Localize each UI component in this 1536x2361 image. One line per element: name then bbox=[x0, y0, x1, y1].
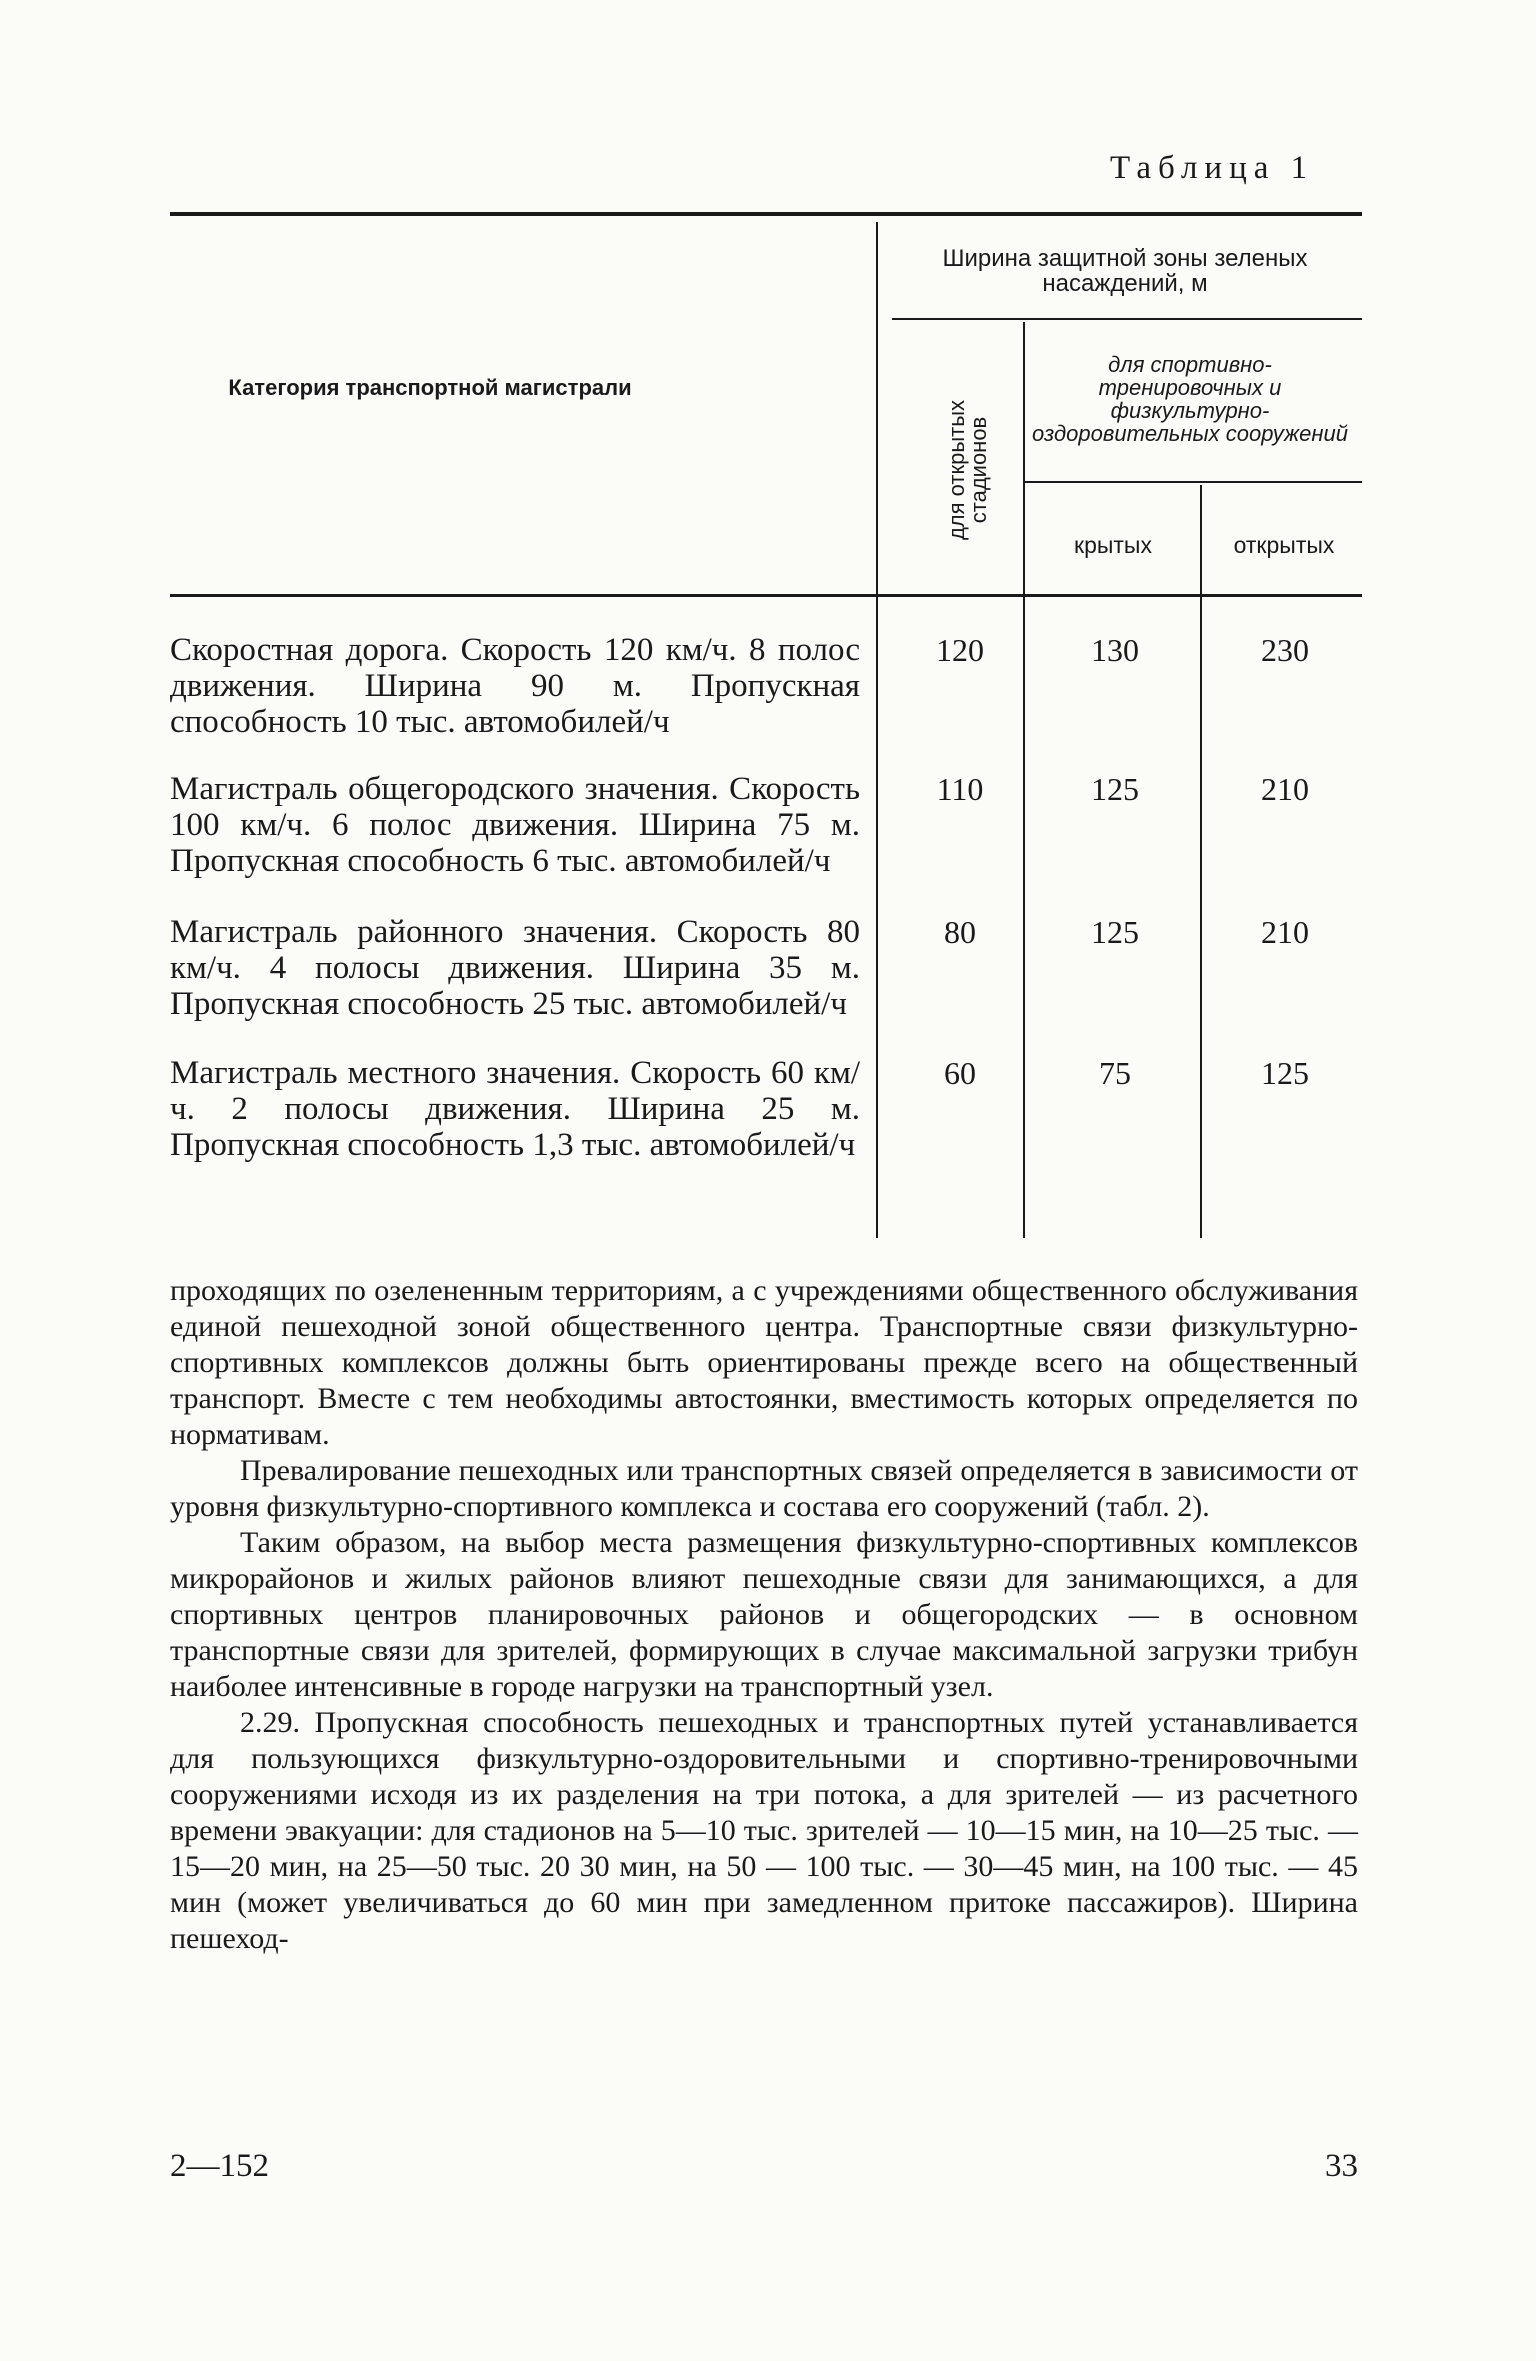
table-row-4-open: 125 bbox=[1261, 1055, 1309, 1091]
table-row-1-open-stadiums: 120 bbox=[936, 632, 984, 668]
table-row-2-covered: 125 bbox=[1091, 771, 1139, 807]
table-row-4-category: Магистраль местного значения. Скорость 60 км/ч. 2 полосы движения. Ширина 25 м. Пропускная способность 1,3 тыс. автомобилей/ч bbox=[170, 1055, 860, 1163]
header-bottom-rule bbox=[170, 594, 1362, 597]
header-category: Категория транспортной магистрали bbox=[228, 375, 632, 400]
table-title: Таблица 1 bbox=[1110, 150, 1315, 186]
column-line-3 bbox=[1200, 485, 1202, 1238]
table-row-2-category: Магистраль общегородского значения. Скорость 100 км/ч. 6 полос движения. Ширина 75 м. Пропускная способность 6 тыс. автомобилей/ч bbox=[170, 771, 860, 879]
paragraph-1: проходящих по озелененным территориям, а с учреждениями общественного обслуживания единой пешеходной зоной общественного центра. Транспортные связи физкультурно-спортивных комплексов должны быть ориентированы прежде всего на общественный транспорт. Вместе с тем необходимы автостоянки, вместимость которых определяется по нормативам. bbox=[170, 1274, 1358, 1451]
header-open-stadiums: для открытых стадионов bbox=[944, 399, 991, 541]
header-divider-sport bbox=[1025, 481, 1362, 483]
table-row-1-category: Скоростная дорога. Скорость 120 км/ч. 8 полос движения. Ширина 90 м. Пропускная способность 10 тыс. автомобилей/ч bbox=[170, 632, 860, 740]
header-covered: крытых bbox=[1074, 532, 1152, 558]
table-row-3-open: 210 bbox=[1261, 914, 1309, 950]
table-row-2-open: 210 bbox=[1261, 771, 1309, 807]
paragraph-4: 2.29. Пропускная способность пешеходных и транспортных путей устанавливается для пользующихся физкультурно-оздоровительными и спортивно-тренировочными сооружениями исходя из их разделения на три потока, а для зрителей — из расчетного времени эвакуации: для стадионов на 5—10 тыс. зрителей — 10—15 мин, на 10—25 тыс. — 15—20 мин, на 25—50 тыс. 20 30 мин, на 50 — 100 тыс. — 30—45 мин, на 100 тыс. — 45 мин (может увеличиваться до 60 мин при замедленном притоке пассажиров). Ширина пешеход- bbox=[170, 1706, 1358, 1955]
header-width-zone: Ширина защитной зоны зеленых насаждений, м bbox=[942, 245, 1308, 298]
table-row-4-covered: 75 bbox=[1099, 1055, 1131, 1091]
page-number: 33 bbox=[1325, 2148, 1358, 2184]
table-row-1-open: 230 bbox=[1261, 632, 1309, 668]
header-open: открытых bbox=[1233, 532, 1335, 558]
paragraph-2: Превалирование пешеходных или транспортных связей определяется в зависимости от уровня физкультурно-спортивного комплекса и состава его сооружений (табл. 2). bbox=[170, 1454, 1358, 1523]
table-row-3-category: Магистраль районного значения. Скорость 80 км/ч. 4 полосы движения. Ширина 35 м. Пропускная способность 25 тыс. автомобилей/ч bbox=[170, 914, 860, 1022]
table-row-3-open-stadiums: 80 bbox=[944, 914, 976, 950]
body-text bbox=[170, 1273, 1358, 1957]
paragraph-3: Таким образом, на выбор места размещения физкультурно-спортивных комплексов микрорайонов и жилых районов влияют пешеходные связи для занимающихся, а для спортивных центров планировочных районов и общегородских — в основном транспортные связи для зрителей, формирующих в случае максимальной загрузки трибун наиболее интенсивные в городе нагрузки на транспортный узел. bbox=[170, 1526, 1358, 1703]
table-top-rule bbox=[170, 212, 1362, 216]
table-row-4-open-stadiums: 60 bbox=[944, 1055, 976, 1091]
table-row-1-covered: 130 bbox=[1091, 632, 1139, 668]
header-divider-width-zone bbox=[892, 318, 1362, 320]
header-sport-facilities: для спортивно-тренировочных и физкультурно-оздоровительных сооружений bbox=[1032, 352, 1348, 447]
table-row-2-open-stadiums: 110 bbox=[936, 771, 984, 807]
column-line-1 bbox=[876, 222, 878, 1238]
table-row-3-covered: 125 bbox=[1091, 914, 1139, 950]
signature-mark: 2—152 bbox=[170, 2148, 269, 2184]
